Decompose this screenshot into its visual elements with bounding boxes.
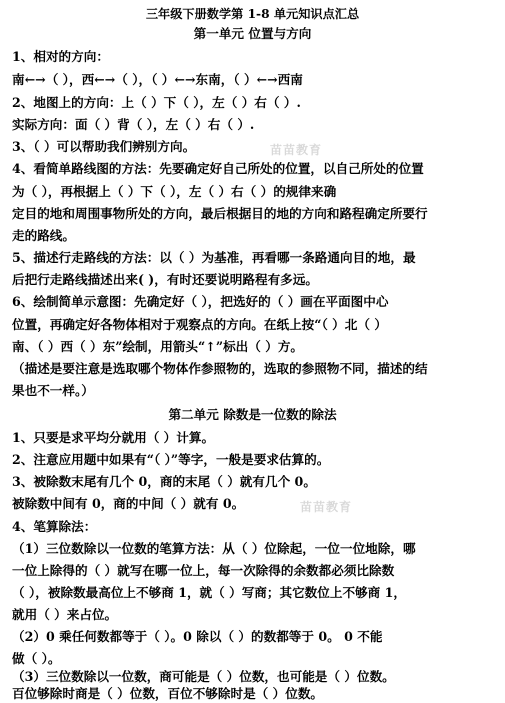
unit2-line: （3）三位数除以一位数，商可能是（ ）位数，也可能是（ ）位数。	[12, 669, 395, 684]
unit1-line: 实际方向：面（ ）背（ ），左（ ）右（ ）.	[12, 117, 255, 132]
unit2-line: 做（ ）。	[12, 651, 61, 666]
unit2-heading: 第二单元 除数是一位数的除法	[168, 407, 337, 422]
unit1-line: 为（ ），再根据上（ ）下（ ），左（ ）右（ ）的规律来确	[12, 184, 337, 199]
unit2-line: 1、只要是求平均分就用（ ）计算。	[12, 430, 215, 445]
unit1-line: 南、（ ）西（ ）东”绘制，用箭头“↑”标出（ ）方。	[12, 339, 304, 354]
unit2-line: 2、注意应用题中如果有“（ ）”等字，一般是要求估算的。	[12, 452, 330, 467]
unit2-line: 3、被除数末尾有几个 0，商的末尾（ ）就有几个 0。	[12, 474, 316, 489]
unit1-line: 位置，再确定好各物体相对于观察点的方向。在纸上按“（ ）北（ ）	[12, 317, 387, 332]
unit2-line: （2）0 乘任何数都等于（ ）。0 除以（ ）的数都等于 0。 0 不能	[12, 629, 383, 644]
unit2-line: （1）三位数除以一位数的笔算方法：从（ ）位除起，一位一位地除，哪	[12, 541, 416, 556]
watermark: 苗苗教育	[300, 500, 353, 514]
unit1-line: 4、看简单路线图的方法：先要确定好自己所处的位置，以自己所处的位置	[12, 161, 424, 176]
watermark: 苗苗教育	[270, 143, 323, 157]
unit1-line: 定目的地和周围事物所处的方向，最后根据目的地的方向和路程确定所要行	[12, 206, 428, 221]
unit1-line: 5、描述行走路线的方法：以（ ）为基准，再看哪一条路通向目的地，最	[12, 250, 416, 265]
unit1-line: 1、相对的方向：	[12, 49, 109, 64]
unit1-note-line: （描述是要注意是选取哪个物体作参照物的，选取的参照物不同，描述的结	[12, 361, 428, 376]
unit1-line: 6、绘制简单示意图：先确定好（ ），把选好的（ ）画在平面图中心	[12, 294, 389, 309]
unit1-line: 走的路线。	[12, 228, 75, 243]
unit2-line: 就用（ ）来占位。	[12, 607, 118, 622]
unit1-line: 后把行走路线描述出来( )，有时还要说明路程有多远。	[12, 272, 318, 287]
unit1-note-line: 果也不一样。）	[12, 383, 94, 398]
unit1-line: 3、（ ）可以帮助我们辨别方向。	[12, 139, 196, 154]
unit1-line: 南←→（ ），西←→（ ），（ ）←→东南，（ ）←→西南	[12, 72, 303, 87]
unit2-line: 一位上除得的（ ）就写在哪一位上，每一次除得的余数都必须比除数	[12, 563, 395, 578]
unit2-line: 4、笔算除法：	[12, 519, 97, 534]
unit1-line: 2、地图上的方向：上（ ）下（ ），左（ ）右（ ）.	[12, 95, 301, 110]
document-title: 三年级下册数学第 1-8 单元知识点汇总	[145, 7, 360, 21]
unit1-heading: 第一单元 位置与方向	[193, 26, 312, 41]
unit2-line: 百位够除时商是（ ）位数，百位不够除时是（ ）位数。	[12, 686, 324, 701]
unit2-line: （ ），被除数最高位上不够商 1，就（ ）写商；其它数位上不够商 1，	[12, 585, 406, 600]
unit2-line: 被除数中间有 0，商的中间（ ）就有 0。	[12, 496, 245, 511]
